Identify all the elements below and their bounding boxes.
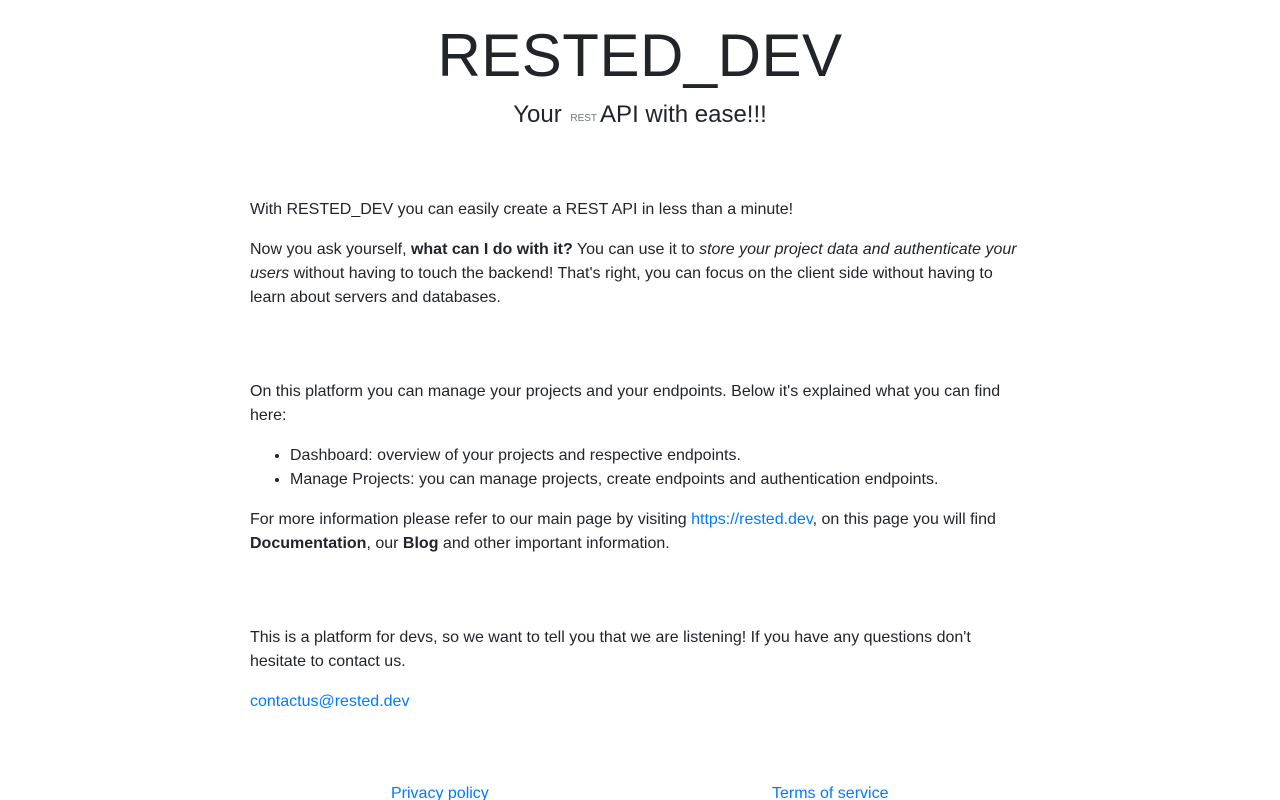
tagline-small-text: REST	[570, 113, 598, 124]
use-case-paragraph	[250, 238, 1030, 310]
feature-item-manage-projects: • Manage Projects: you can manage projects, create endpoints and authentication endpoints.	[290, 468, 1030, 492]
feature-item-dashboard: • Dashboard: overview of your projects and respective endpoints.	[290, 444, 1030, 468]
platform-paragraph: On this platform you can manage your projects and your endpoints. Below it's explained what you can find here:	[250, 383, 1001, 424]
tagline-prefix: Your	[513, 101, 562, 128]
use-case-emphasis: store your project data and authenticate your users	[250, 241, 1017, 282]
contact-section	[250, 626, 1030, 730]
contact-paragraph: This is a platform for devs, so we want to tell you that we are listening! If you have any questions don't hesitate to contact us.	[250, 629, 971, 670]
use-case-question: what can I do with it?	[410, 241, 573, 258]
platform-section	[250, 380, 1030, 572]
contact-email-link[interactable]: contactus@rested.dev	[250, 693, 410, 710]
hero-header	[0, 0, 1280, 135]
more-info-text-end: and other important information.	[438, 535, 670, 552]
more-info-text-mid: , on this page you will find	[812, 511, 996, 528]
more-info-text-mid2: , our	[366, 535, 403, 552]
intro-paragraph: With RESTED_DEV you can easily create a REST API in less than a minute!	[250, 201, 794, 218]
documentation-label: Documentation	[250, 535, 367, 552]
terms-of-service-link[interactable]: Terms of service	[772, 785, 889, 800]
contact-email-row	[250, 690, 1030, 714]
main-site-link[interactable]: https://rested.dev	[691, 511, 813, 528]
use-case-text-end: without having to touch the backend! That's right, you can focus on the client side without having to learn about servers and databases.	[250, 265, 993, 306]
use-case-text-start: Now you ask yourself,	[250, 241, 411, 258]
blog-label: Blog	[402, 535, 439, 552]
more-info-paragraph	[250, 508, 1030, 556]
tagline	[0, 100, 1280, 135]
site-title: RESTED_DEV	[437, 22, 843, 89]
privacy-policy-link[interactable]: Privacy policy	[391, 785, 489, 800]
tagline-suffix: API with ease!!!	[600, 101, 767, 128]
more-info-text-start: For more information please refer to our main page by visiting	[250, 511, 692, 528]
use-case-text-mid: You can use it to	[572, 241, 700, 258]
intro-section	[250, 198, 1030, 326]
feature-list	[250, 444, 1030, 492]
